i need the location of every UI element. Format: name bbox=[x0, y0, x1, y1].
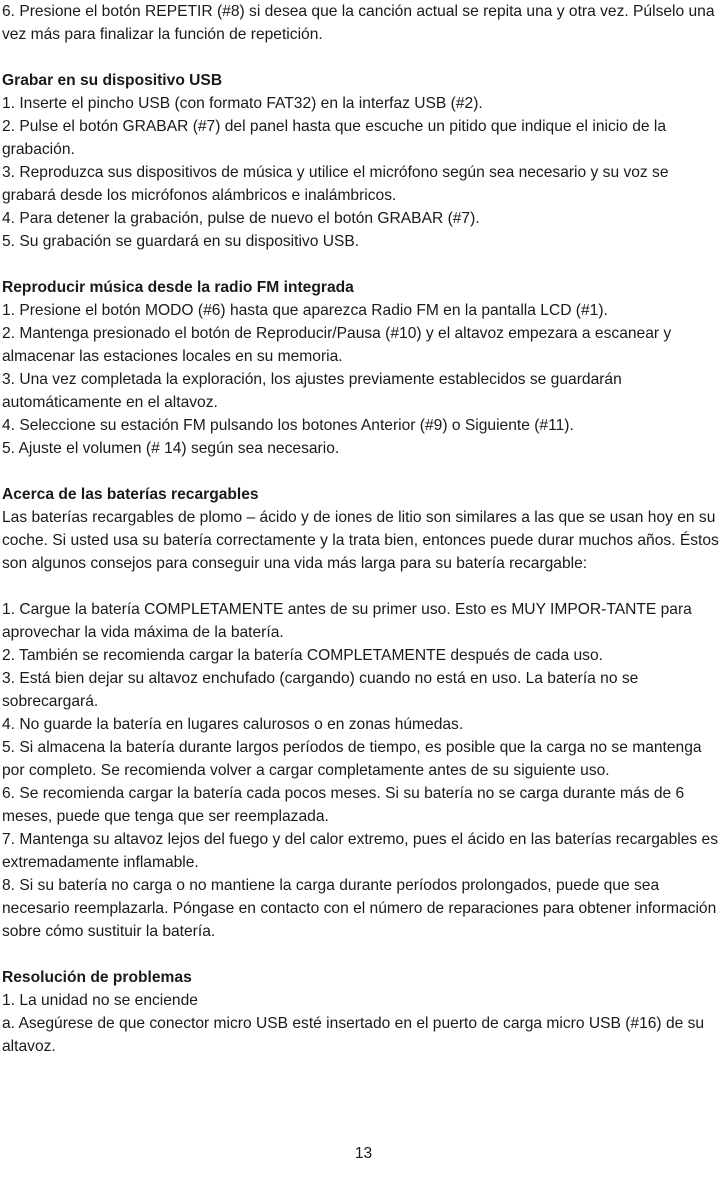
list-item: 2. Pulse el botón GRABAR (#7) del panel hasta que escuche un pitido que indique el inicio de la grabación. bbox=[2, 118, 667, 158]
list-item: 4. No guarde la batería en lugares calurosos o en zonas húmedas. bbox=[2, 716, 464, 733]
list-item: 4. Seleccione su estación FM pulsando los botones Anterior (#9) o Siguiente (#11). bbox=[2, 417, 574, 434]
spacer bbox=[2, 460, 725, 483]
list-item: 2. Mantenga presionado el botón de Reproducir/Pausa (#10) y el altavoz empezara a escanear y almacenar las estaciones locales en su memoria. bbox=[2, 325, 672, 365]
list-item: 1. Inserte el pincho USB (con formato FAT32) en la interfaz USB (#2). bbox=[2, 95, 483, 112]
list-item: 3. Reproduzca sus dispositivos de música y utilice el micrófono según sea necesario y su voz se grabará desde los micrófonos alámbricos e inalámbricos. bbox=[2, 164, 669, 204]
spacer bbox=[2, 575, 725, 598]
list-item: 5. Si almacena la batería durante largos períodos de tiempo, es posible que la carga no se mantenga por completo. Se recomienda volver a cargar completamente antes de su siguiente uso. bbox=[2, 739, 702, 779]
section-heading-rechargeable-batteries: Acerca de las baterías recargables bbox=[2, 486, 259, 503]
section-heading-fm-radio: Reproducir música desde la radio FM integrada bbox=[2, 279, 354, 296]
list-item: 5. Ajuste el volumen (# 14) según sea necesario. bbox=[2, 440, 340, 457]
section-heading-usb-recording: Grabar en su dispositivo USB bbox=[2, 72, 223, 89]
list-item: 7. Mantenga su altavoz lejos del fuego y del calor extremo, pues el ácido en las baterías recargables es extremadamente inflamable. bbox=[2, 831, 718, 871]
list-item: 1. Presione el botón MODO (#6) hasta que aparezca Radio FM en la pantalla LCD (#1). bbox=[2, 302, 608, 319]
page-number: 13 bbox=[354, 1145, 373, 1162]
spacer bbox=[2, 943, 725, 966]
list-item: 5. Su grabación se guardará en su dispositivo USB. bbox=[2, 233, 360, 250]
repeat-instruction: 6. Presione el botón REPETIR (#8) si desea que la canción actual se repita una y otra vez. Púlselo una vez más para finalizar la función de repetición. bbox=[2, 3, 715, 43]
list-item: a. Asegúrese de que conector micro USB esté insertado en el puerto de carga micro USB (#16) de su altavoz. bbox=[2, 1015, 705, 1055]
page-content bbox=[2, 0, 725, 1058]
list-item: 3. Una vez completada la exploración, los ajustes previamente establecidos se guardarán automáticamente en el altavoz. bbox=[2, 371, 622, 411]
list-item: 8. Si su batería no carga o no mantiene la carga durante períodos prolongados, puede que sea necesario reemplazarla. Póngase en contacto con el número de reparaciones para obtener información sobre cómo sustituir la batería. bbox=[2, 877, 717, 940]
list-item: 4. Para detener la grabación, pulse de nuevo el botón GRABAR (#7). bbox=[2, 210, 480, 227]
list-item: 1. Cargue la batería COMPLETAMENTE antes de su primer uso. Esto es MUY IMPOR-TANTE para aprovechar la vida máxima de la batería. bbox=[2, 601, 692, 641]
list-item: 3. Está bien dejar su altavoz enchufado (cargando) cuando no está en uso. La batería no se sobrecargará. bbox=[2, 670, 639, 710]
spacer bbox=[2, 253, 725, 276]
list-item: 6. Se recomienda cargar la batería cada pocos meses. Si su batería no se carga durante más de 6 meses, puede que tenga que ser reemplazada. bbox=[2, 785, 685, 825]
section-heading-troubleshooting: Resolución de problemas bbox=[2, 969, 192, 986]
spacer bbox=[2, 46, 725, 69]
list-item: 2. También se recomienda cargar la batería COMPLETAMENTE después de cada uso. bbox=[2, 647, 603, 664]
battery-intro-paragraph: Las baterías recargables de plomo – ácido y de iones de litio son similares a las que se usan hoy en su coche. Si usted usa su batería correctamente y la trata bien, entonces puede durar muchos años. Éstos son algunos consejos para conseguir una vida más larga para su batería recargable: bbox=[2, 509, 719, 572]
list-item: 1. La unidad no se enciende bbox=[2, 992, 198, 1009]
